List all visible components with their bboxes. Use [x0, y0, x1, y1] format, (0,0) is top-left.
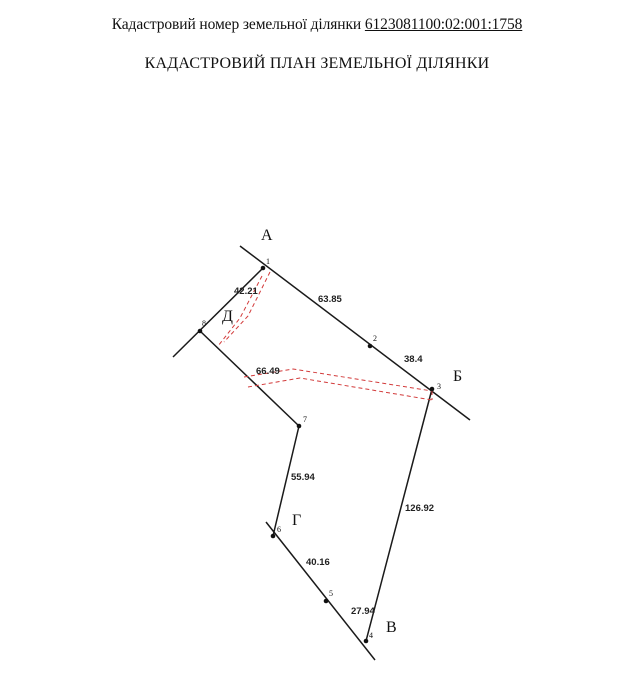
vertex-point-4	[364, 639, 369, 644]
point-number-6: 6	[277, 525, 281, 534]
corner-label-a: А	[261, 227, 273, 244]
point-number-1: 1	[266, 257, 270, 266]
point-number-3: 3	[437, 382, 441, 391]
vertex-point-1	[261, 266, 266, 271]
dimension-label: 126.92	[405, 503, 435, 514]
dimension-label: 42.21	[234, 286, 258, 297]
dimension-label: 55.94	[291, 472, 315, 483]
vertex-point-2	[368, 344, 373, 349]
easement-strip-1-edge	[224, 272, 270, 342]
boundary-line-a-b	[240, 246, 470, 420]
dimension-label: 66.49	[256, 366, 280, 377]
easement-strip-2-edge	[248, 378, 432, 400]
dimension-label: 40.16	[306, 557, 330, 568]
point-number-7: 7	[303, 415, 307, 424]
dimension-label: 38.4	[404, 354, 423, 365]
vertex-point-6	[271, 534, 276, 539]
cadastral-number: 6123081100:02:001:1758	[364, 16, 523, 33]
point-number-4: 4	[369, 631, 373, 640]
boundary-line-d-7	[200, 331, 299, 426]
plan-title: КАДАСТРОВИЙ ПЛАН ЗЕМЕЛЬНОЇ ДІЛЯНКИ	[144, 55, 490, 72]
vertex-point-8	[198, 329, 203, 334]
cadastral-number-label: Кадастровий номер земельної ділянки	[111, 16, 362, 33]
boundary-line-b-v	[366, 389, 435, 641]
boundary-line-g-v	[266, 522, 375, 660]
corner-label-v: В	[386, 619, 397, 636]
vertex-point-3	[430, 387, 435, 392]
corner-label-g: Г	[292, 512, 302, 529]
corner-label-b: Б	[453, 368, 463, 385]
point-number-5: 5	[329, 589, 333, 598]
vertex-point-7	[297, 424, 302, 429]
corner-label-d: Д	[222, 308, 233, 325]
point-number-8: 8	[202, 319, 206, 328]
dimension-label: 27.94	[351, 606, 375, 617]
vertex-point-5	[324, 599, 329, 604]
dimension-label: 63.85	[318, 294, 342, 305]
point-number-2: 2	[373, 334, 377, 343]
